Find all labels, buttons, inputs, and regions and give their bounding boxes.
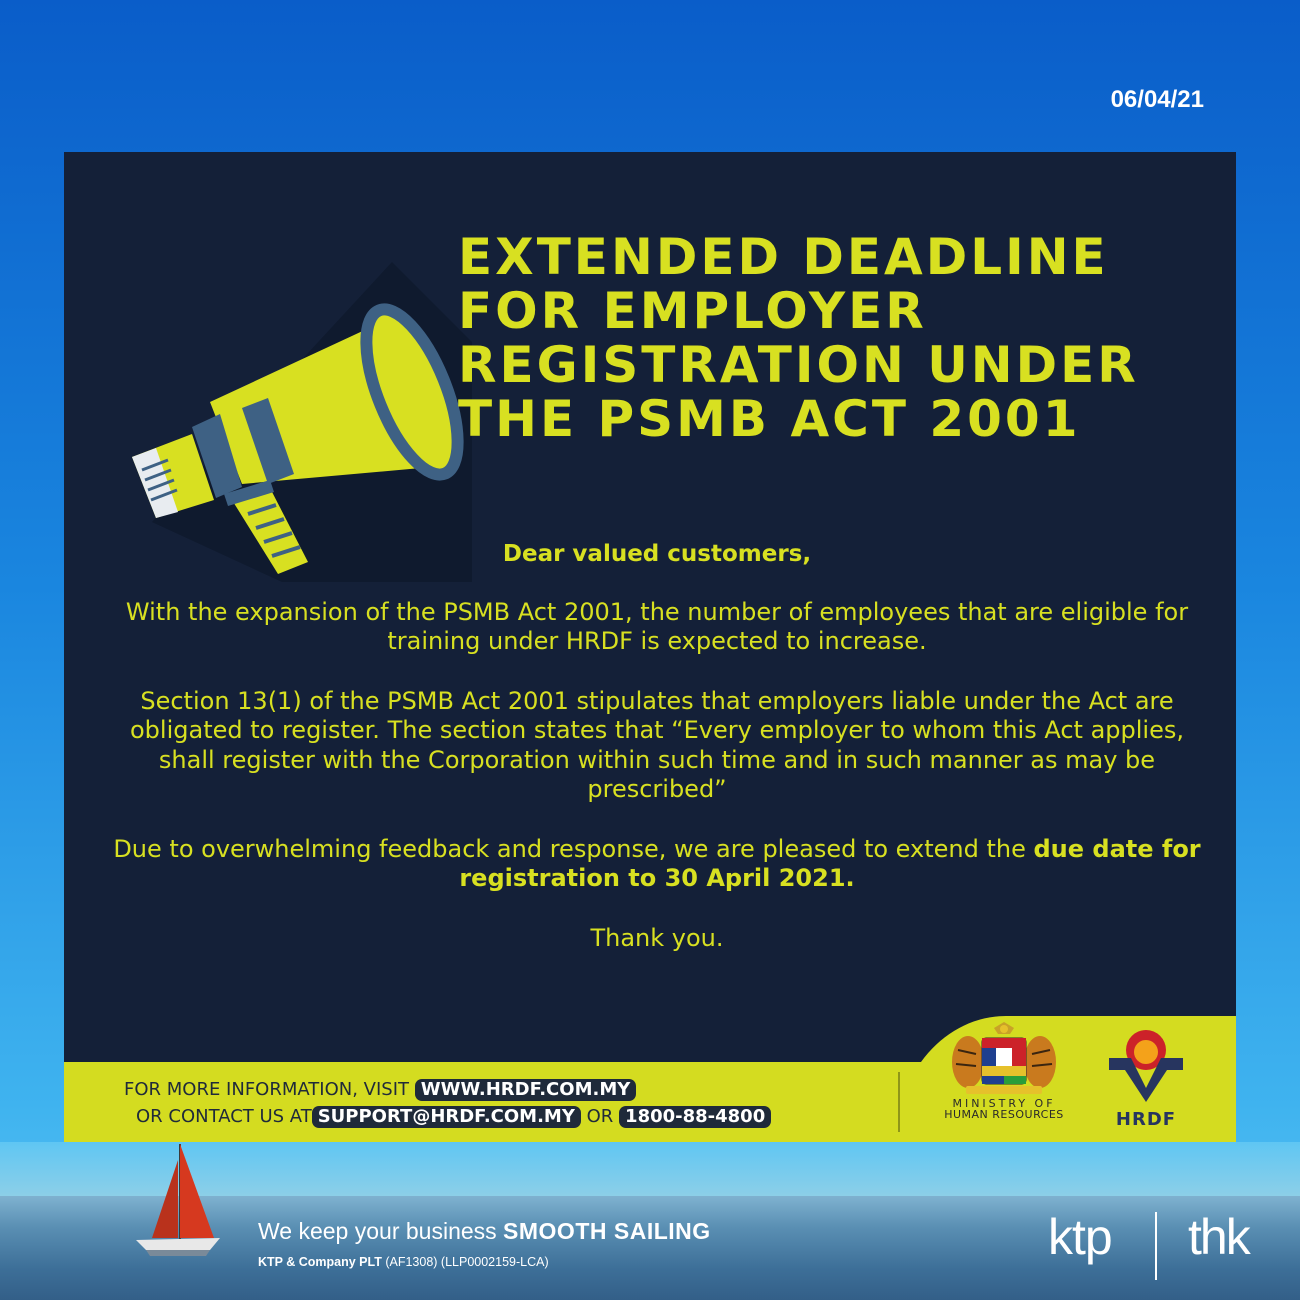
brand-separator bbox=[1155, 1212, 1157, 1280]
megaphone-icon bbox=[92, 222, 472, 582]
announcement-poster bbox=[64, 152, 1236, 1142]
company-registrations: (AF1308) (LLP0002159-LCA) bbox=[385, 1255, 549, 1269]
headline-line: FOR EMPLOYER bbox=[458, 282, 927, 340]
contact-info bbox=[124, 1076, 771, 1130]
ministry-logo bbox=[924, 1020, 1084, 1130]
poster-body bbox=[104, 540, 1210, 983]
or-label: OR bbox=[586, 1106, 614, 1127]
email-link[interactable]: SUPPORT@HRDF.COM.MY bbox=[312, 1106, 581, 1128]
thk-logo: thk bbox=[1188, 1209, 1249, 1265]
hrdf-label: HRDF bbox=[1115, 1109, 1177, 1130]
hrdf-logo bbox=[1096, 1028, 1196, 1128]
tagline bbox=[258, 1218, 711, 1245]
headline-line: THE PSMB ACT 2001 bbox=[458, 390, 1081, 448]
ministry-line-2: HUMAN RESOURCES bbox=[944, 1108, 1064, 1121]
extension-intro: Due to overwhelming feedback and response, we are pleased to extend the bbox=[113, 834, 1026, 863]
company-info bbox=[258, 1255, 549, 1269]
coat-of-arms-icon bbox=[944, 1020, 1064, 1098]
tagline-bold: SMOOTH SAILING bbox=[503, 1218, 711, 1244]
headline-line: REGISTRATION UNDER bbox=[458, 336, 1139, 394]
paragraph-section-13: Section 13(1) of the PSMB Act 2001 stipulates that employers liable under the Act are obligated to register. The section states that “Every employer to whom this Act applies, shall register with the Corporation within such time and in such manner as may be prescribed” bbox=[130, 686, 1184, 803]
sailboat-icon bbox=[132, 1140, 224, 1262]
visit-label: FOR MORE INFORMATION, VISIT bbox=[124, 1079, 410, 1100]
greeting: Dear valued customers, bbox=[502, 541, 812, 567]
website-link[interactable]: WWW.HRDF.COM.MY bbox=[415, 1079, 637, 1101]
company-name: KTP & Company PLT bbox=[258, 1255, 382, 1269]
ministry-line-1: MINISTRY OF bbox=[952, 1097, 1056, 1110]
post-date: 06/04/21 bbox=[1110, 86, 1204, 113]
ktp-logo: ktp bbox=[1048, 1209, 1112, 1265]
extension-due-date: due date for registration to 30 April 2021. bbox=[459, 834, 1201, 892]
paragraph-extension bbox=[104, 835, 1210, 894]
contact-label: OR CONTACT US AT bbox=[136, 1106, 312, 1127]
footer-divider bbox=[898, 1072, 900, 1132]
hrdf-emblem-icon bbox=[1101, 1028, 1191, 1104]
thank-you: Thank you. bbox=[590, 923, 724, 952]
tagline-prefix: We keep your business bbox=[258, 1218, 497, 1244]
phone-number[interactable]: 1800-88-4800 bbox=[619, 1106, 771, 1128]
poster-headline bbox=[458, 230, 1228, 446]
paragraph-expansion: With the expansion of the PSMB Act 2001, the number of employees that are eligible for training under HRDF is expected to increase. bbox=[125, 597, 1189, 655]
headline-line: EXTENDED DEADLINE bbox=[458, 228, 1109, 286]
